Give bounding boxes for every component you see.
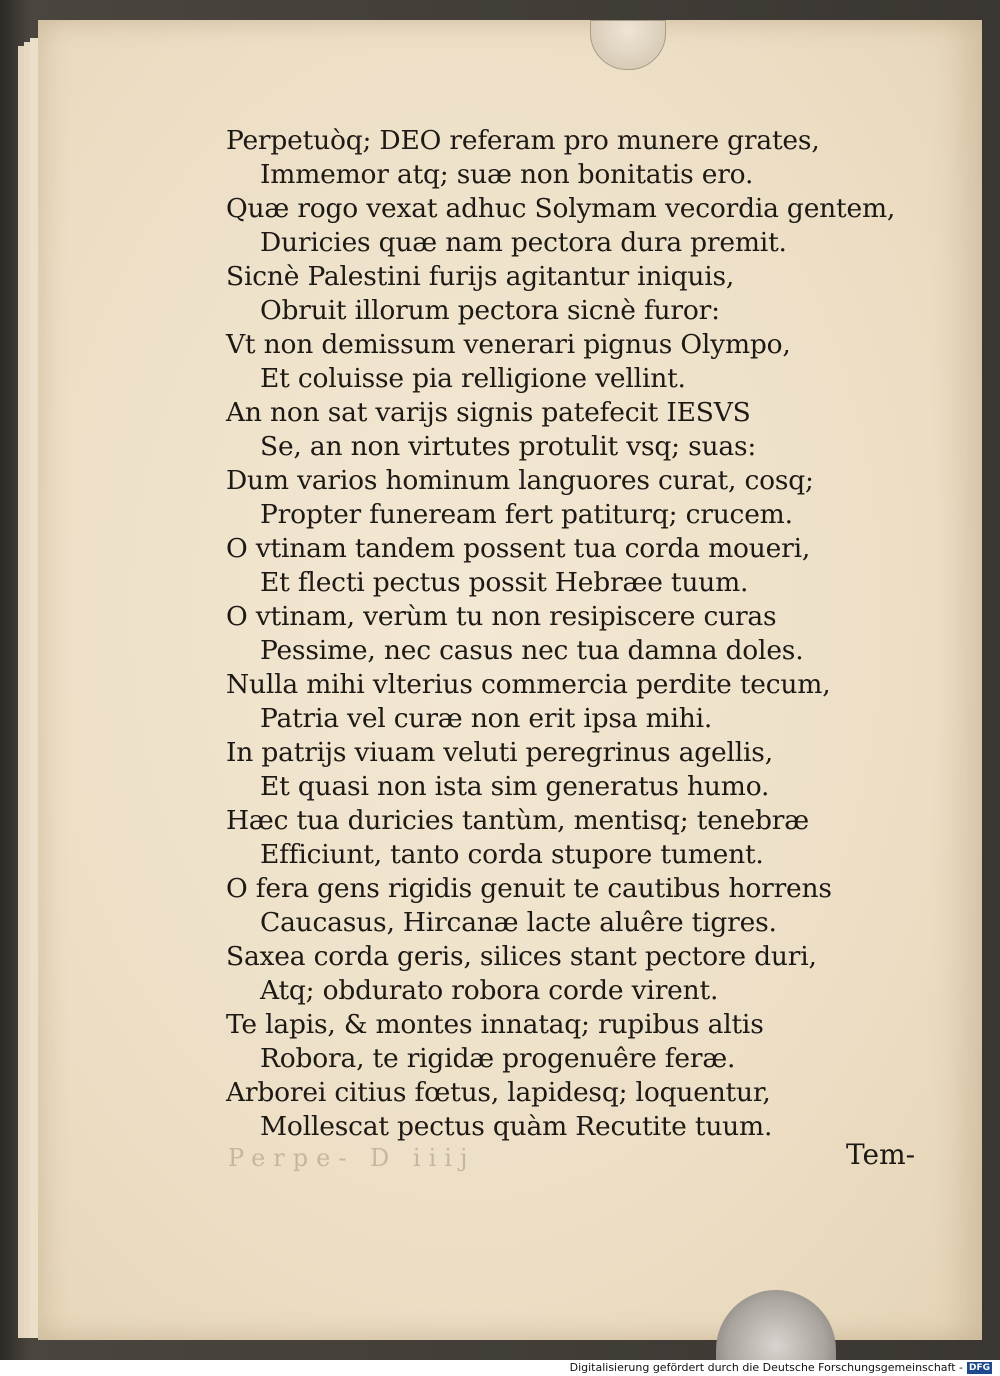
poem-line: Nulla mihi vlterius commercia perdite tecum, bbox=[226, 669, 831, 700]
poem-line: Et coluisse pia relligione vellint. bbox=[260, 363, 686, 394]
poem-line: Obruit illorum pectora sicnè furor: bbox=[260, 295, 720, 326]
poem-line: Duricies quæ nam pectora dura premit. bbox=[260, 227, 787, 258]
poem-line: Saxea corda geris, silices stant pectore duri, bbox=[226, 941, 817, 972]
poem-line: Pessime, nec casus nec tua damna doles. bbox=[260, 635, 804, 666]
poem-line: Sicnè Palestini furijs agitantur iniquis, bbox=[226, 261, 735, 292]
poem-line: Immemor atq; suæ non bonitatis ero. bbox=[260, 159, 754, 190]
footer-credit-text: Digitalisierung gefördert durch die Deutsche Forschungsgemeinschaft - bbox=[569, 1361, 963, 1374]
poem-line: Mollescat pectus quàm Recutite tuum. bbox=[260, 1111, 773, 1142]
poem-line: An non sat varijs signis patefecit IESVS bbox=[226, 397, 751, 428]
poem-line: Arborei citius fœtus, lapidesq; loquentur, bbox=[226, 1077, 771, 1108]
poem-line: Efficiunt, tanto corda stupore tument. bbox=[260, 839, 764, 870]
poem-line: Quæ rogo vexat adhuc Solymam vecordia gentem, bbox=[226, 193, 896, 224]
poem-line: Atq; obdurato robora corde virent. bbox=[260, 975, 719, 1006]
bleed-through-text: Perpe- D iiij bbox=[228, 1144, 476, 1172]
poem-line: O vtinam tandem possent tua corda moueri, bbox=[226, 533, 811, 564]
poem-line: Et flecti pectus possit Hebræe tuum. bbox=[260, 567, 749, 598]
poem-line: Dum varios hominum languores curat, cosq; bbox=[226, 465, 814, 496]
poem-line: Perpetuòq; DEO referam pro munere grates, bbox=[226, 125, 820, 156]
poem-line: Et quasi non ista sim generatus humo. bbox=[260, 771, 770, 802]
poem-line: Se, an non virtutes protulit vsq; suas: bbox=[260, 431, 757, 462]
poem-line: Caucasus, Hircanæ lacte aluêre tigres. bbox=[260, 907, 777, 938]
catchword: Tem- bbox=[846, 1138, 916, 1171]
poem-text-block bbox=[226, 124, 906, 1144]
poem-line: Propter funeream fert patiturq; crucem. bbox=[260, 499, 793, 530]
poem-line: Vt non demissum venerari pignus Olympo, bbox=[226, 329, 791, 360]
poem-line: In patrijs viuam veluti peregrinus agellis, bbox=[226, 737, 773, 768]
poem-line: Robora, te rigidæ progenuêre feræ. bbox=[260, 1043, 736, 1074]
digitization-footer bbox=[0, 1360, 1000, 1376]
poem-line: O fera gens rigidis genuit te cautibus horrens bbox=[226, 873, 832, 904]
poem-line: Patria vel curæ non erit ipsa mihi. bbox=[260, 703, 713, 734]
poem-line: Te lapis, & montes innataq; rupibus altis bbox=[226, 1009, 764, 1040]
poem-line: O vtinam, verùm tu non resipiscere curas bbox=[226, 601, 777, 632]
poem-line: Hæc tua duricies tantùm, mentisq; tenebræ bbox=[226, 805, 809, 836]
dfg-logo: DFG bbox=[968, 1363, 990, 1373]
